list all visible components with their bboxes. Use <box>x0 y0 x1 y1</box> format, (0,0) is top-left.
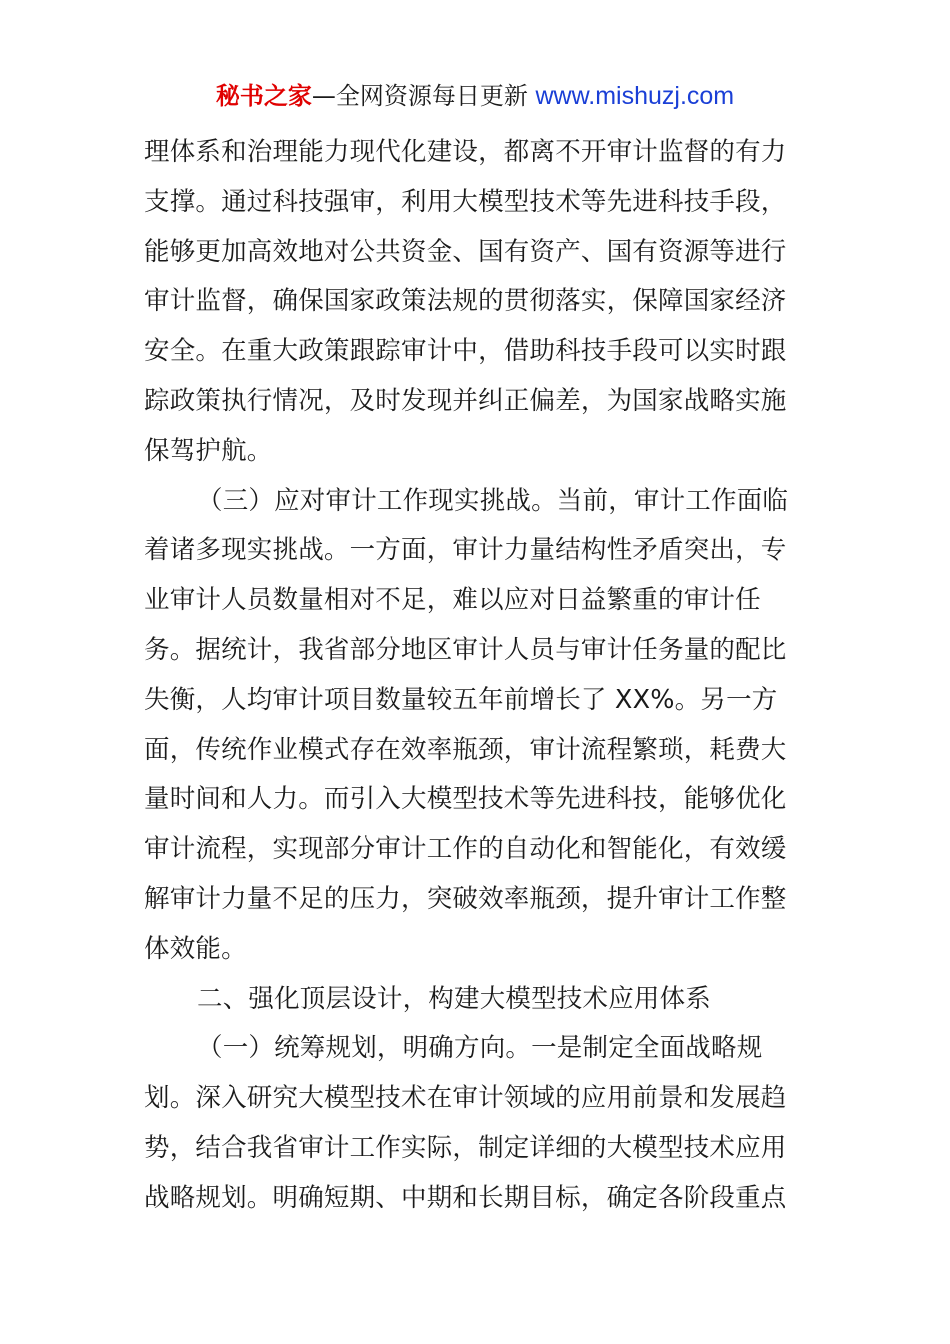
paragraph-start-line: （三）应对审计工作现实挑战。当前，审计工作面临 <box>197 485 789 516</box>
site-brand: 秘书之家 <box>215 82 312 110</box>
text-line: 踪政策执行情况，及时发现并纠正偏差，为国家战略实施 <box>144 385 787 416</box>
text-line: 体效能。 <box>144 933 247 964</box>
text-line: 势，结合我省审计工作实际，制定详细的大模型技术应用 <box>144 1132 787 1163</box>
text-line: 保驾护航。 <box>144 435 273 466</box>
text-line: 量时间和人力。而引入大模型技术等先进科技，能够优化 <box>144 784 787 815</box>
text-line: 战略规划。明确短期、中期和长期目标，确定各阶段重点 <box>144 1182 787 1213</box>
text-line: 理体系和治理能力现代化建设，都离不开审计监督的有力 <box>144 137 787 167</box>
text-line: 安全。在重大政策跟踪审计中，借助科技手段可以实时跟 <box>144 336 787 367</box>
site-header <box>0 80 950 112</box>
paragraph-start-line: （一）统筹规划，明确方向。一是制定全面战略规 <box>197 1033 763 1064</box>
text-line: 失衡，人均审计项目数量较五年前增长了 XX%。另一方 <box>144 684 778 715</box>
text-line: 能够更加高效地对公共资金、国有资产、国有资源等进行 <box>144 236 787 267</box>
text-line: 面，传统作业模式存在效率瓶颈，审计流程繁琐，耗费大 <box>144 734 787 765</box>
text-line: 解审计力量不足的压力，突破效率瓶颈，提升审计工作整 <box>144 883 787 914</box>
text-line: 审计流程，实现部分审计工作的自动化和智能化，有效缓 <box>144 834 787 865</box>
text-line: 业审计人员数量相对不足，难以应对日益繁重的审计任 <box>144 585 761 616</box>
text-line: 务。据统计，我省部分地区审计人员与审计任务量的配比 <box>144 634 787 665</box>
site-tagline: —全网资源每日更新 <box>311 82 536 110</box>
document-body <box>144 128 789 1224</box>
text-line: 支撑。通过科技强审，利用大模型技术等先进科技手段， <box>144 186 787 217</box>
text-line: 审计监督，确保国家政策法规的贯彻落实，保障国家经济 <box>144 286 787 317</box>
text-line: 着诸多现实挑战。一方面，审计力量结构性矛盾突出，专 <box>144 535 787 566</box>
section-heading: 二、强化顶层设计，构建大模型技术应用体系 <box>197 983 712 1014</box>
site-url-link[interactable]: www.mishuzj.com <box>535 82 735 110</box>
text-line: 划。深入研究大模型技术在审计领域的应用前景和发展趋 <box>144 1083 787 1114</box>
